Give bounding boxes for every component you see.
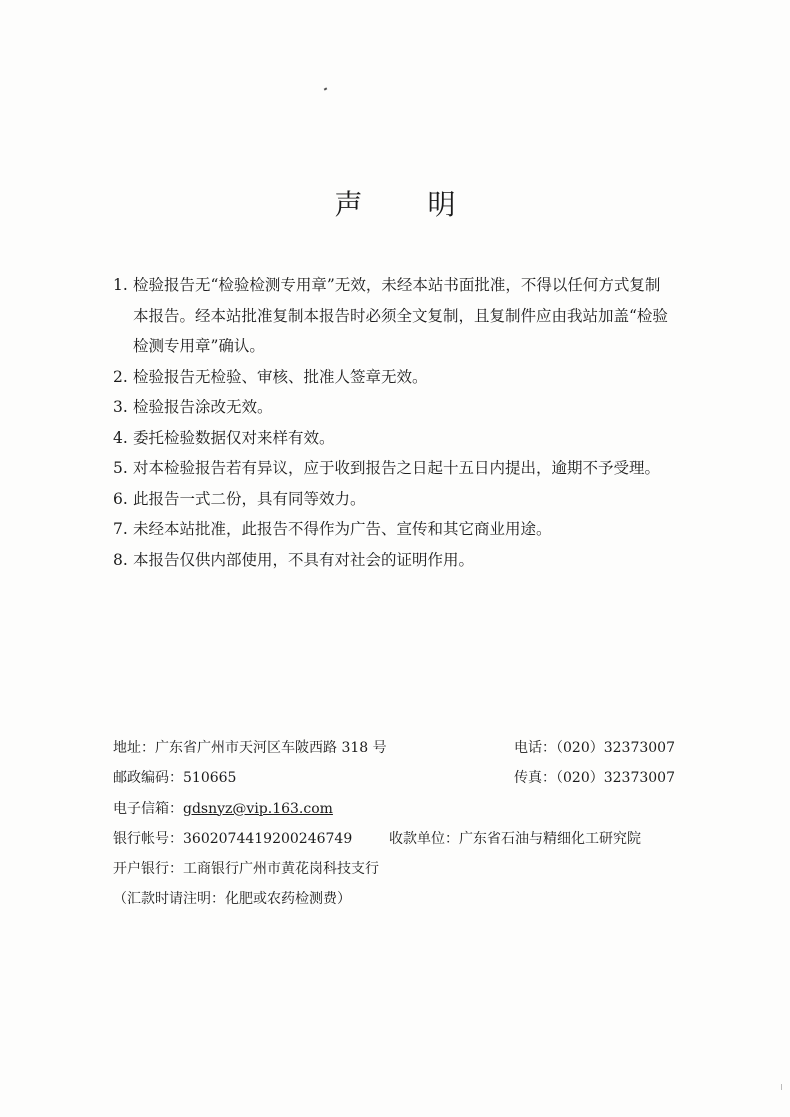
list-item	[113, 514, 673, 545]
bank-text: 开户银行：工商银行广州市黄花岗科技支行	[113, 861, 379, 878]
contact-row-postcode	[113, 763, 673, 793]
list-item	[113, 484, 673, 515]
item-number: 2.	[113, 367, 128, 386]
email-link[interactable]: gdsnyz@vip.163.com	[183, 800, 333, 817]
list-item	[113, 362, 673, 393]
account-text: 银行帐号：3602074419200246749	[113, 830, 353, 847]
item-number: 8.	[113, 550, 128, 569]
statement-list	[113, 270, 673, 575]
item-text: 此报告一式二份，具有同等效力。	[133, 489, 366, 508]
contact-row-email	[113, 794, 673, 824]
postcode-text: 邮政编码：510665	[113, 770, 237, 787]
list-item	[113, 270, 673, 362]
item-text: 委托检验数据仅对来样有效。	[133, 428, 335, 447]
note-text: （汇款时请注明：化肥或农药检测费）	[113, 891, 351, 908]
item-number: 5.	[113, 459, 128, 477]
list-item	[113, 392, 673, 423]
item-text: 检验报告无“检验检测专用章”无效，未经本站书面批准，不得以任何方式复制本报告。经本站批准复制本报告时必须全文复制，且复制件应由我站加盖“检验检测专用章”确认。	[133, 276, 668, 355]
list-item	[113, 545, 673, 576]
item-number: 7.	[113, 520, 128, 538]
item-number: 6.	[113, 489, 128, 508]
contact-row-address	[113, 733, 673, 763]
item-text: 未经本站批准，此报告不得作为广告、宣传和其它商业用途。	[133, 520, 552, 538]
item-text: 对本检验报告若有异议，应于收到报告之日起十五日内提出，逾期不予受理。	[133, 459, 661, 477]
fax-text: 传真：（020）32373007	[514, 770, 675, 787]
address-text: 地址：广东省广州市天河区车陂西路 318 号	[113, 740, 387, 756]
contact-row-account	[113, 824, 673, 854]
contact-row-bank	[113, 854, 673, 884]
phone-text: 电话：（020）32373007	[514, 740, 675, 756]
contact-info	[113, 733, 673, 915]
scan-speck	[324, 87, 328, 90]
payee-text: 收款单位：广东省石油与精细化工研究院	[389, 830, 641, 847]
item-text: 检验报告无检验、审核、批准人签章无效。	[133, 367, 428, 386]
contact-row-note	[113, 884, 673, 914]
item-text: 检验报告涂改无效。	[133, 398, 273, 416]
list-item	[113, 423, 673, 454]
email-label: 电子信箱：	[113, 800, 183, 817]
item-number: 4.	[113, 428, 128, 447]
item-text: 本报告仅供内部使用，不具有对社会的证明作用。	[133, 550, 475, 569]
list-item	[113, 453, 673, 484]
item-number: 1.	[113, 276, 128, 294]
page-title: 声 明	[334, 188, 484, 221]
scan-edge-mark	[781, 1084, 782, 1090]
item-number: 3.	[113, 398, 128, 416]
